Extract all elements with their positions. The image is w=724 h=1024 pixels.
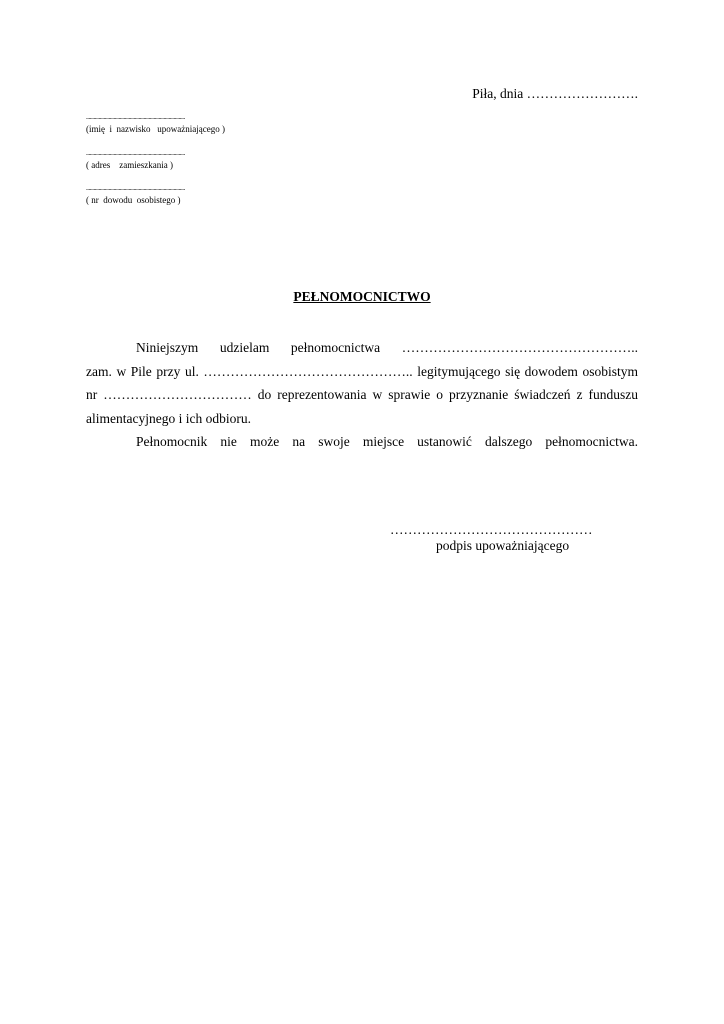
signature-label: podpis upoważniającego [436, 538, 570, 553]
paragraph-2: Pełnomocnik nie może na swoje miejsce ustanowić dalszego pełnomocnictwa. [136, 434, 638, 449]
document-body [86, 336, 638, 454]
address-field [86, 150, 254, 171]
fill-in-dotted-line: ............................................................................... [86, 150, 185, 157]
field-caption: ( nr dowodu osobistego ) [86, 195, 181, 205]
fill-in-dotted-line: ............................................................................... [86, 185, 185, 192]
document-title: PEŁNOMOCNICTWO [293, 289, 431, 304]
fill-in-dotted-line: ............................................................................... [86, 114, 185, 121]
authorizer-name-field [86, 114, 254, 135]
place-and-date: Piła, dnia ……………………. [472, 86, 638, 101]
paragraph-1-first-line: Niniejszym udzielam pełnomocnictwa …………………………………………….. [136, 340, 638, 355]
signature-line: ……………………………………… [390, 522, 593, 537]
paragraph-1-continuation: zam. w Pile przy ul. ……………………………………….. legitymującego się dowodem osobistym nr …………………………… do reprezentowania w sprawie o przyznanie świadczeń z funduszu alimentacyjnego i ich odbioru. [86, 363, 638, 426]
field-caption: ( adres zamieszkania ) [86, 160, 173, 170]
field-caption: (imię i nazwisko upoważniającego ) [86, 124, 225, 134]
id-number-field [86, 185, 254, 206]
